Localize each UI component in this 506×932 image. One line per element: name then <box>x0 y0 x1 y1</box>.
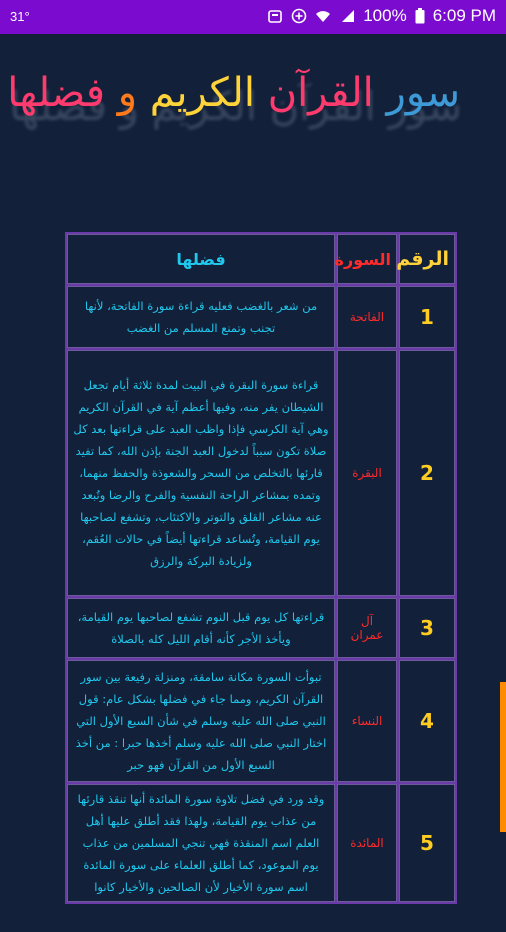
row-number: 1 <box>399 286 455 348</box>
table-header-row <box>67 234 455 284</box>
row-virtue: قراءتها كل يوم قبل النوم تشفع لصاحبها يوم القيامة، ويأخذ الأجر كأنه أقام الليل كله بالصلاة <box>67 598 335 658</box>
suras-table-container[interactable] <box>65 232 457 932</box>
header-sura: السورة <box>337 234 397 284</box>
row-virtue: قراءة سورة البقرة في البيت لمدة ثلاثة أيام تجعل الشيطان يفر منه، وفيها أعظم آية في القرآن الكريم وهي آية الكرسي فإذا واظب العبد على قراءتها بعد كل صلاة تكون سبباً لدخول العبد الجنة بإذن الله، كما تفيد قارئها بالتخلص من السحر والشعوذة والحفظ منهما، وتمده بمشاعر الراحة النفسية والفرح والرضا وتُبعد عنه مشاعر القلق والتوتر والاكتئاب، وتشفع لصاحبها يوم القيامة، وتُساعد قراءتها أيضاً في حالات العُقم، ولزيادة البركة والرزق <box>67 350 335 596</box>
status-icons <box>267 6 496 26</box>
table-row <box>67 350 455 596</box>
battery-icon <box>415 8 425 24</box>
clock-text: 6:09 PM <box>432 6 496 25</box>
add-circle-icon <box>291 8 307 24</box>
row-sura: آل عمران <box>337 598 397 658</box>
title-word-2: القرآن <box>267 70 374 116</box>
row-sura: المائدة <box>337 784 397 902</box>
row-sura: البقرة <box>337 350 397 596</box>
row-virtue: من شعر بالغضب فعليه قراءة سورة الفاتحة، لأنها تجنب وتمنع المسلم من الغضب <box>67 286 335 348</box>
row-virtue: وقد ورد في فضل تلاوة سورة المائدة أنها تنقذ قارئها من عذاب يوم القيامة، ولهذا فقد أطلق عليها أهل العلم اسم المنقذة فهي تنجي المسلمين من عذاب يوم الموعود، كما أطلق العلماء على سورة المائدة اسم سورة الأخيار لأن الصالحين والأخيار كانوا <box>67 784 335 902</box>
table-row <box>67 660 455 782</box>
row-number: 2 <box>399 350 455 596</box>
row-number: 3 <box>399 598 455 658</box>
signal-icon <box>339 8 355 24</box>
title-word-4: و <box>117 70 138 116</box>
row-sura: النساء <box>337 660 397 782</box>
title-word-5: فضلها <box>7 70 105 116</box>
scrollbar-thumb[interactable] <box>500 682 506 832</box>
table-row <box>67 286 455 348</box>
title-word-3: الكريم <box>149 70 255 116</box>
status-bar <box>0 0 506 34</box>
page-title <box>7 58 460 148</box>
header-number: الرقم <box>399 234 455 284</box>
title-word-1: سور <box>386 70 460 116</box>
row-number: 5 <box>399 784 455 902</box>
temperature-text: 31° <box>10 9 30 24</box>
table-row <box>67 784 455 902</box>
table-row <box>67 598 455 658</box>
header-virtue: فضلها <box>67 234 335 284</box>
row-virtue: تبوأت السورة مكانة سامقة، ومنزلة رفيعة بين سور القرآن الكريم، ومما جاء في فضلها بشكل عام: قول النبي صلى الله عليه وسلم في شأن السبع الأول التي اختار النبي صلى الله عليه وسلم أخذها حبرا : من أخذ السبع الأول من القرآن فهو حبر <box>67 660 335 782</box>
wifi-icon <box>315 8 331 24</box>
battery-percent-text: 100% <box>363 6 407 25</box>
notification-icon <box>267 8 283 24</box>
row-sura: الفاتحة <box>337 286 397 348</box>
suras-table <box>65 232 457 904</box>
row-number: 4 <box>399 660 455 782</box>
